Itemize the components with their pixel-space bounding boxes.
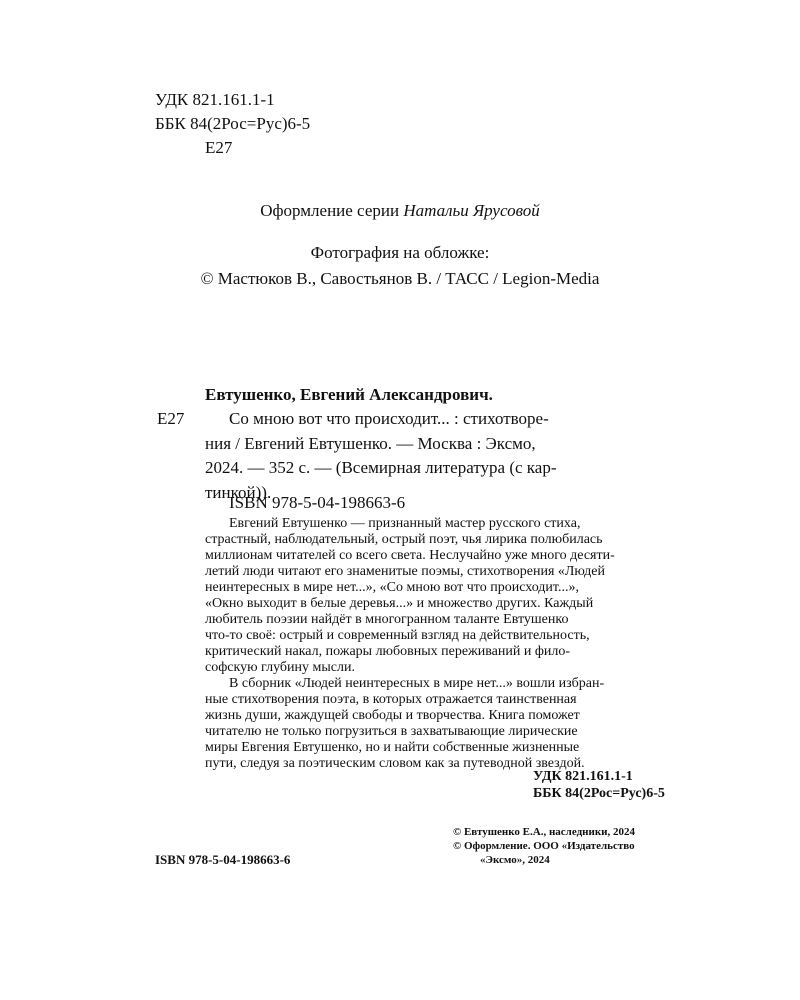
author-heading: Евтушенко, Евгений Александрович. bbox=[205, 385, 493, 404]
top-udk: УДК 821.161.1-1 bbox=[155, 90, 275, 109]
copyright-design: © Оформление. ООО «Издательство bbox=[453, 840, 635, 852]
description-line: Со мною вот что происходит... : стихотворе- bbox=[229, 409, 549, 428]
top-bbk: ББК 84(2Рос=Рус)6-5 bbox=[155, 114, 311, 133]
series-designer-name: Натальи Ярусовой bbox=[403, 201, 540, 220]
copyright-author: © Евтушенко Е.А., наследники, 2024 bbox=[453, 826, 636, 838]
bottom-classification bbox=[533, 768, 665, 802]
annotation-line: страстный, наблюдательный, острый поэт, чья лирика полюбилась bbox=[205, 532, 603, 547]
bottom-udk: УДК 821.161.1-1 bbox=[533, 769, 633, 784]
annotation-line: миры Евгения Евтушенко, но и найти собственные жизненные bbox=[205, 740, 580, 755]
annotation-line: неинтересных в мире нет...», «Со мною вот что происходит...», bbox=[205, 580, 579, 595]
cover-photo-label: Фотография на обложке: bbox=[310, 243, 490, 262]
annotation-line: любитель поэзии найдёт в многогранном таланте Евтушенко bbox=[205, 612, 569, 627]
series-design-credit bbox=[0, 198, 800, 224]
isbn-bottom: ISBN 978-5-04-198663-6 bbox=[155, 852, 291, 867]
series-design-prefix: Оформление серии bbox=[260, 201, 404, 220]
card-author-mark: Е27 bbox=[157, 409, 185, 428]
top-author-mark: Е27 bbox=[205, 138, 233, 157]
bottom-bbk: ББК 84(2Рос=Рус)6-5 bbox=[533, 786, 665, 801]
annotation-line: летий люди читают его знаменитые поэмы, стихотворения «Людей bbox=[205, 564, 605, 579]
cover-photo-credit bbox=[0, 240, 800, 292]
annotation-line: «Окно выходит в белые деревья...» и множество других. Каждый bbox=[205, 596, 594, 611]
copyright-block bbox=[453, 825, 635, 867]
card-isbn: ISBN 978-5-04-198663-6 bbox=[229, 493, 406, 512]
annotation bbox=[205, 516, 715, 772]
annotation-line: жизнь души, жаждущей свободы и творчества. Книга поможет bbox=[205, 708, 580, 723]
description-line: ния / Евгений Евтушенко. — Москва : Эксмо, bbox=[205, 433, 536, 453]
description-line: 2024. — 352 с. — (Всемирная литература (с кар- bbox=[205, 458, 557, 477]
description-line: тинкой)). bbox=[205, 482, 272, 502]
annotation-line: софскую глубину мысли. bbox=[205, 660, 355, 675]
cover-photo-source: © Мастюков В., Савостьянов В. / ТАСС / Legion-Media bbox=[200, 269, 600, 288]
annotation-line: критический накал, пожары любовных переживаний и фило- bbox=[205, 644, 571, 659]
annotation-line: пути, следуя за поэтическим словом как за путеводной звездой. bbox=[205, 756, 585, 771]
annotation-line: читателю не только погрузиться в захватывающие лирические bbox=[205, 724, 578, 739]
annotation-line: что-то своё: острый и современный взгляд на действительность, bbox=[205, 628, 590, 643]
copyright-design-continued: «Эксмо», 2024 bbox=[480, 854, 550, 866]
top-classification bbox=[155, 88, 310, 160]
annotation-line: Евгений Евтушенко — признанный мастер русского стиха, bbox=[229, 516, 581, 531]
annotation-line: миллионам читателей со всего света. Неслучайно уже много десяти- bbox=[205, 548, 615, 563]
annotation-line: В сборник «Людей неинтересных в мире нет...» вошли избран- bbox=[229, 676, 605, 691]
annotation-line: ные стихотворения поэта, в которых отражается таинственная bbox=[205, 692, 577, 707]
